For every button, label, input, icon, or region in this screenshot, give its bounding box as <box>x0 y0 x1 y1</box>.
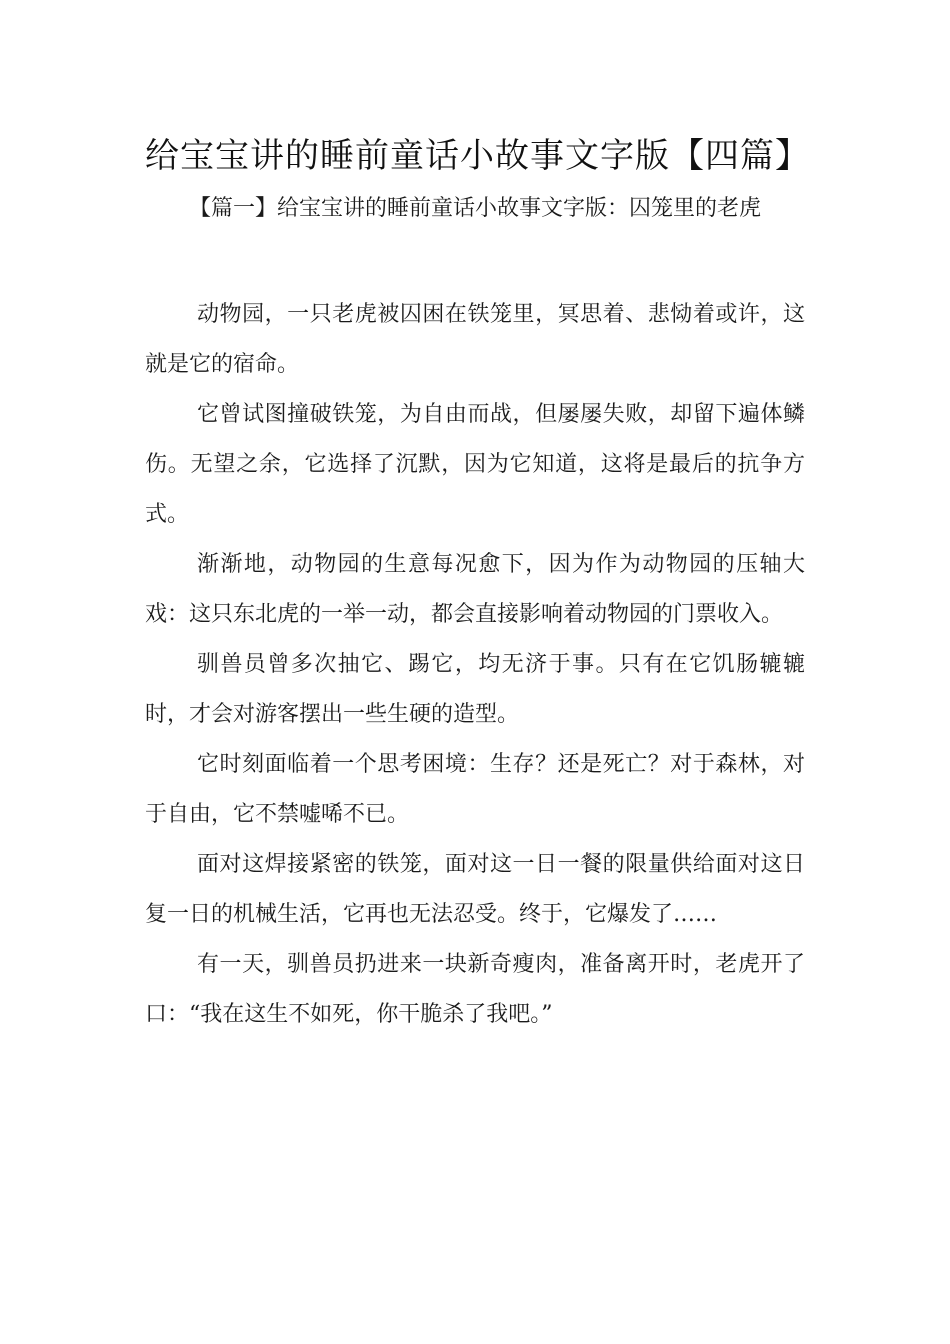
blank-line <box>145 234 805 290</box>
paragraph: 它时刻面临着一个思考困境：生存？还是死亡？对于森林，对于自由，它不禁嘘唏不已。 <box>145 752 805 827</box>
paragraph: 面对这焊接紧密的铁笼，面对这一日一餐的限量供给面对这日复一日的机械生活，它再也无法忍受。终于，它爆发了…… <box>145 852 805 927</box>
document-page <box>145 120 810 1040</box>
paragraph: 渐渐地，动物园的生意每况愈下，因为作为动物园的压轴大戏：这只东北虎的一举一动，都会直接影响着动物园的门票收入。 <box>145 552 805 627</box>
paragraph: 它曾试图撞破铁笼，为自由而战，但屡屡失败，却留下遍体鳞伤。无望之余，它选择了沉默，因为它知道，这将是最后的抗争方式。 <box>145 402 805 527</box>
paragraph: 驯兽员曾多次抽它、踢它，均无济于事。只有在它饥肠辘辘时，才会对游客摆出一些生硬的造型。 <box>145 652 805 727</box>
paragraph: 动物园，一只老虎被囚困在铁笼里，冥思着、悲恸着或许，这就是它的宿命。 <box>145 302 805 377</box>
section-heading: 【篇一】给宝宝讲的睡前童话小故事文字版：囚笼里的老虎 <box>189 196 762 221</box>
paragraph: 有一天，驯兽员扔进来一块新奇瘦肉，准备离开时，老虎开了口：“我在这生不如死，你干脆杀了我吧。” <box>145 952 805 1027</box>
document-title: 给宝宝讲的睡前童话小故事文字版【四篇】 <box>145 136 810 176</box>
